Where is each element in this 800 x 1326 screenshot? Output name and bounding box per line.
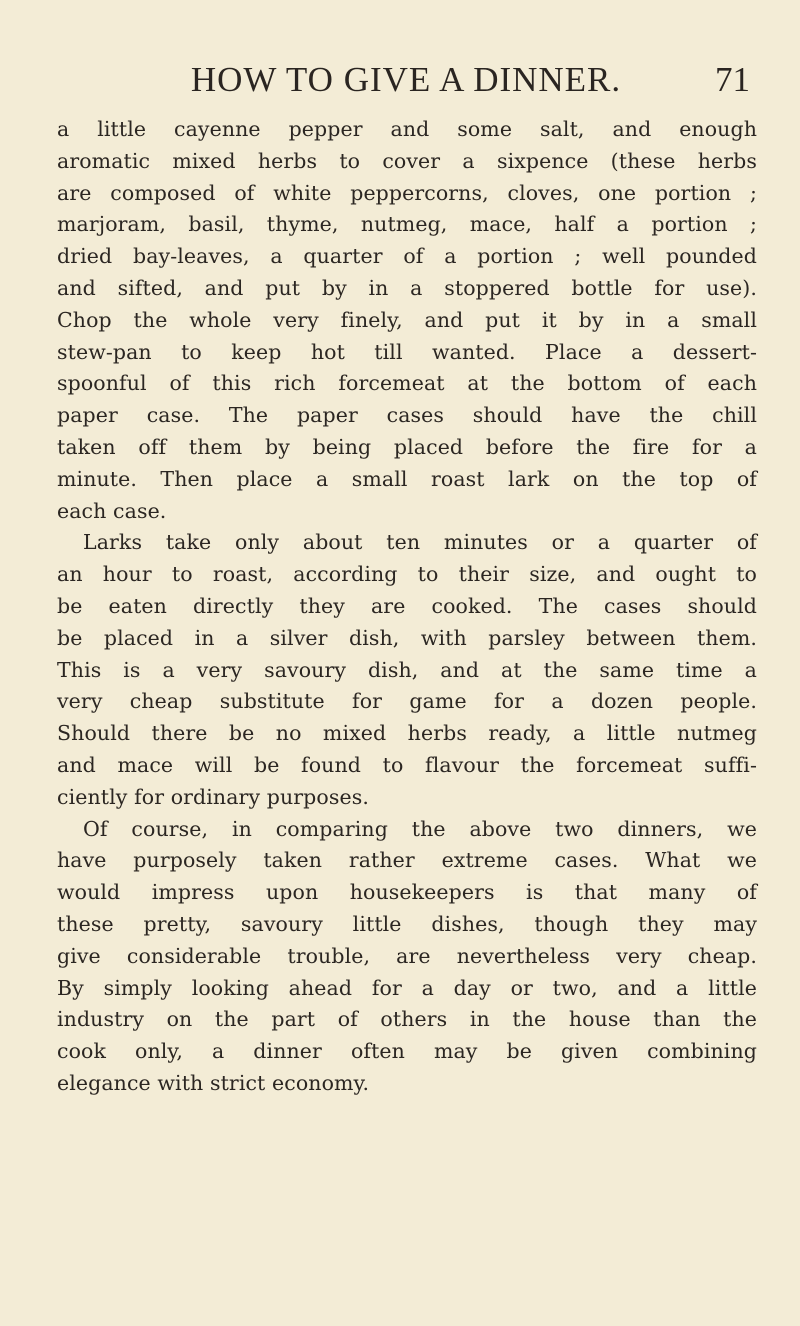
- running-head-title: HOW TO GIVE A DINNER.: [190, 60, 622, 99]
- text-line: industry on the part of others in the house than the: [57, 1007, 757, 1032]
- text-line: spoonful of this rich forcemeat at the bottom of each: [57, 371, 757, 396]
- text-line: an hour to roast, according to their size, and ought to: [57, 562, 757, 587]
- text-line: paper case. The paper cases should have the chill: [57, 403, 757, 428]
- text-line: be placed in a silver dish, with parsley between them.: [57, 625, 757, 650]
- body-text: [57, 114, 757, 1100]
- page-number: 71: [715, 60, 750, 99]
- text-line: a little cayenne pepper and some salt, and enough: [57, 117, 757, 141]
- text-line: and mace will be found to flavour the forcemeat suffi-: [57, 752, 757, 777]
- text-line: minute. Then place a small roast lark on the top of: [57, 466, 757, 491]
- text-line: stew-pan to keep hot till wanted. Place a dessert-: [57, 339, 757, 364]
- text-line: Of course, in comparing the above two dinners, we: [83, 816, 757, 841]
- text-line: are composed of white peppercorns, cloves, one portion ;: [57, 180, 757, 205]
- paragraph: [57, 814, 757, 1100]
- text-line: have purposely taken rather extreme cases. What we: [57, 848, 757, 873]
- text-line: give considerable trouble, are nevertheless very cheap.: [57, 943, 757, 968]
- text-line: Larks take only about ten minutes or a quarter of: [83, 530, 757, 555]
- paragraph: [57, 527, 757, 813]
- running-head: [56, 60, 756, 104]
- text-line: very cheap substitute for game for a dozen people.: [57, 689, 757, 714]
- text-line: dried bay-leaves, a quarter of a portion ; well pounded: [57, 244, 757, 269]
- text-line: taken off them by being placed before the fire for a: [57, 434, 757, 459]
- text-line: each case.: [57, 498, 167, 523]
- text-line: cook only, a dinner often may be given combining: [57, 1039, 757, 1064]
- text-line: ciently for ordinary purposes.: [57, 784, 369, 809]
- text-line: aromatic mixed herbs to cover a sixpence (these herbs: [57, 148, 757, 173]
- text-line: would impress upon housekeepers is that many of: [57, 880, 757, 905]
- text-line: marjoram, basil, thyme, nutmeg, mace, half a portion ;: [57, 212, 757, 237]
- text-line: these pretty, savoury little dishes, though they may: [57, 911, 757, 936]
- text-line: elegance with strict economy.: [57, 1070, 370, 1095]
- text-line: Chop the whole very finely, and put it by in a small: [57, 307, 757, 332]
- paragraph: [57, 114, 757, 527]
- text-line: This is a very savoury dish, and at the same time a: [57, 657, 757, 682]
- text-line: Should there be no mixed herbs ready, a little nutmeg: [57, 721, 757, 746]
- text-line: By simply looking ahead for a day or two, and a little: [57, 975, 757, 1000]
- text-line: be eaten directly they are cooked. The cases should: [57, 593, 757, 618]
- text-line: and sifted, and put by in a stoppered bottle for use).: [57, 275, 757, 300]
